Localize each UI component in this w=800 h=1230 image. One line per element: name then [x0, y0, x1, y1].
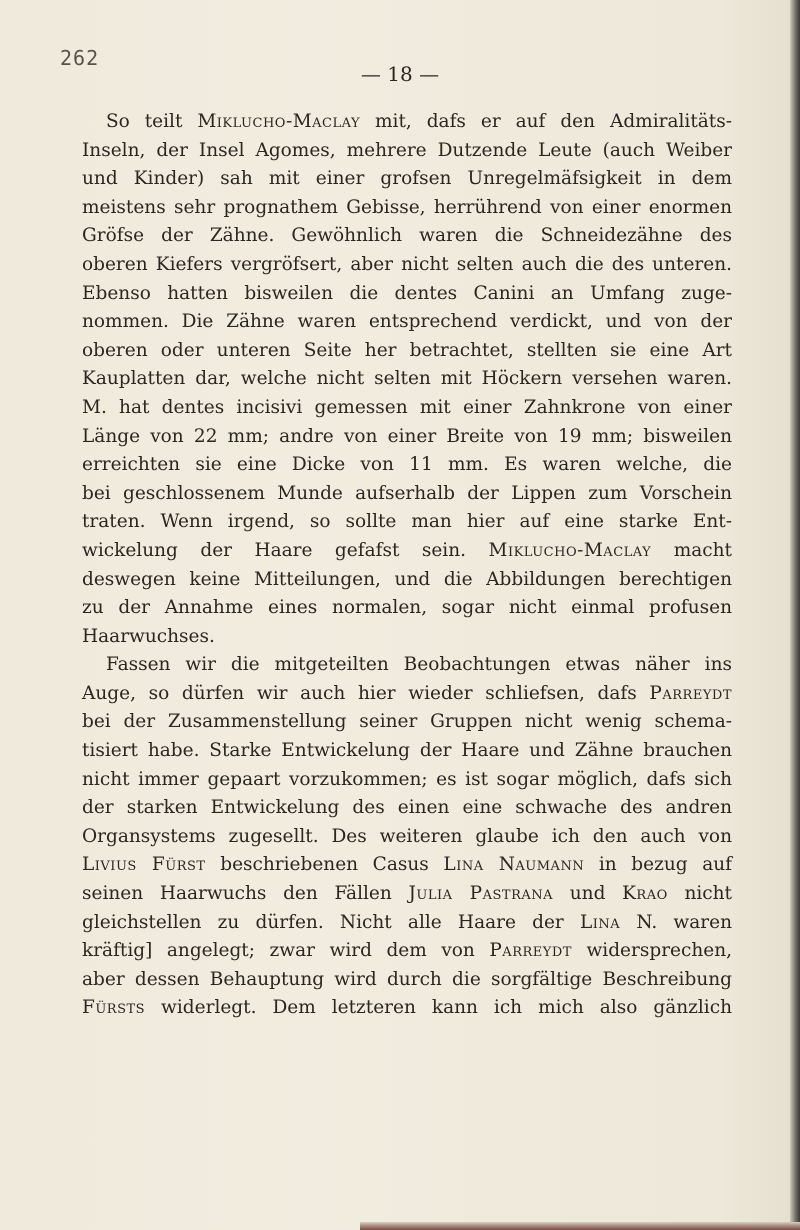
text-segment: Kauplatten dar, welche nicht selten mit Höckern versehen waren.: [82, 368, 732, 390]
text-segment: Länge von 22 mm; andre von einer Breite von 19 mm; bisweilen: [82, 425, 732, 447]
text-segment: Inseln, der Insel Agomes, mehrere Dutzende Leute (auch Weiber: [82, 139, 732, 161]
text-line: [82, 394, 732, 423]
text-line: [82, 651, 732, 680]
text-line: [82, 508, 732, 537]
text-segment: seinen Haarwuchs den Fällen: [82, 883, 409, 905]
text-line: [82, 994, 732, 1023]
text-line: [82, 766, 732, 795]
text-segment: mit, dafs er auf den Admiralitäts-: [360, 111, 732, 132]
text-segment: Haarwuchses.: [82, 625, 215, 647]
text-segment: und: [553, 883, 623, 905]
text-line: [82, 365, 732, 394]
body-text: [82, 108, 732, 1023]
text-segment: aber dessen Behauptung wird durch die sorgfältige Beschreibung: [82, 968, 732, 990]
text-line: [82, 108, 732, 137]
name-small-caps: Krao: [622, 883, 668, 905]
text-segment: Auge, so dürfen wir auch hier wieder schliefsen, dafs: [82, 682, 650, 704]
text-line: [82, 280, 732, 309]
text-line: [82, 909, 732, 938]
text-line: [82, 222, 732, 251]
name-small-caps: Lina Naumann: [443, 854, 585, 876]
text-line: [82, 451, 732, 480]
text-segment: Ebenso hatten bisweilen die dentes Canini an Umfang zuge-: [82, 282, 732, 304]
text-line: [82, 966, 732, 995]
text-line: [82, 165, 732, 194]
name-small-caps: Miklucho-Maclay: [488, 539, 652, 561]
text-line: [82, 308, 732, 337]
text-segment: zu der Annahme eines normalen, sogar nicht einmal profusen: [82, 597, 732, 619]
text-segment: nommen. Die Zähne waren entsprechend verdickt, und von der: [82, 311, 732, 333]
text-line: [82, 708, 732, 737]
text-line: [82, 480, 732, 509]
name-small-caps: Parreydt: [489, 940, 572, 962]
text-line: [82, 137, 732, 166]
text-line: [82, 737, 732, 766]
text-segment: gleichstellen zu dürfen. Nicht alle Haare der: [82, 911, 580, 933]
text-line: [82, 823, 732, 852]
text-segment: macht: [651, 539, 732, 561]
text-segment: in bezug auf: [584, 854, 733, 876]
text-segment: widersprechen,: [571, 940, 732, 962]
text-segment: oberen oder unteren Seite her betrachtet, stellten sie eine Art: [82, 339, 732, 361]
text-segment: bei geschlossenem Munde aufserhalb der Lippen zum Vorschein: [82, 482, 732, 504]
text-segment: kräftig] angelegt; zwar wird dem von: [82, 940, 490, 962]
text-line: [82, 680, 732, 709]
text-segment: wickelung der Haare gefafst sein.: [82, 539, 489, 561]
text-segment: Fassen wir die mitgeteilten Beobachtungen etwas näher ins: [106, 654, 732, 676]
text-line: [82, 794, 732, 823]
name-small-caps: Parreydt: [649, 682, 732, 704]
printed-page-number: — 18 —: [360, 62, 440, 86]
text-segment: erreichten sie eine Dicke von 11 mm. Es waren welche, die: [82, 454, 732, 476]
text-line: [82, 251, 732, 280]
text-segment: tisiert habe. Starke Entwickelung der Haare und Zähne brauchen: [82, 740, 732, 762]
text-line: [82, 423, 732, 452]
text-segment: traten. Wenn irgend, so sollte man hier auf eine starke Ent-: [82, 511, 732, 533]
text-line: [82, 566, 732, 595]
name-small-caps: Julia Pastrana: [408, 883, 554, 905]
text-segment: meistens sehr prognathem Gebisse, herrührend von einer enormen: [82, 196, 732, 218]
text-segment: und Kinder) sah mit einer grofsen Unregelmäfsigkeit in dem: [82, 168, 732, 190]
name-small-caps: Miklucho-Maclay: [197, 111, 361, 132]
text-segment: oberen Kiefers vergröfsert, aber nicht selten auch die des unteren.: [82, 253, 732, 275]
text-segment: Gröfse der Zähne. Gewöhnlich waren die Schneidezähne des: [82, 225, 732, 247]
text-line: [82, 880, 732, 909]
text-segment: nicht: [667, 883, 732, 905]
text-line: [82, 594, 732, 623]
text-segment: bei der Zusammenstellung seiner Gruppen nicht wenig schema-: [82, 711, 732, 733]
name-small-caps: Lina: [579, 911, 621, 933]
text-line: [82, 937, 732, 966]
handwritten-page-number: 262: [60, 46, 100, 70]
page-bottom-edge: [360, 1222, 800, 1230]
name-small-caps: Fürsts: [82, 997, 146, 1019]
text-segment: widerlegt. Dem letzteren kann ich mich also gänzlich: [145, 997, 732, 1019]
text-segment: So teilt: [106, 111, 198, 132]
text-line: [82, 337, 732, 366]
text-line: [82, 851, 732, 880]
text-line: [82, 194, 732, 223]
page-edge-shadow: [790, 0, 800, 1230]
text-segment: der starken Entwickelung des einen eine schwache des andren: [82, 797, 732, 819]
text-segment: N. waren: [620, 911, 732, 933]
text-segment: beschriebenen Casus: [205, 854, 444, 876]
text-segment: nicht immer gepaart vorzukommen; es ist sogar möglich, dafs sich: [82, 768, 732, 790]
text-segment: M. hat dentes incisivi gemessen mit einer Zahnkrone von einer: [82, 396, 732, 418]
text-line: [82, 537, 732, 566]
text-segment: Organsystems zugesellt. Des weiteren glaube ich den auch von: [82, 825, 732, 847]
name-small-caps: Livius Fürst: [82, 854, 206, 876]
text-line: [82, 623, 732, 652]
text-segment: deswegen keine Mitteilungen, und die Abbildungen berechtigen: [82, 568, 732, 590]
